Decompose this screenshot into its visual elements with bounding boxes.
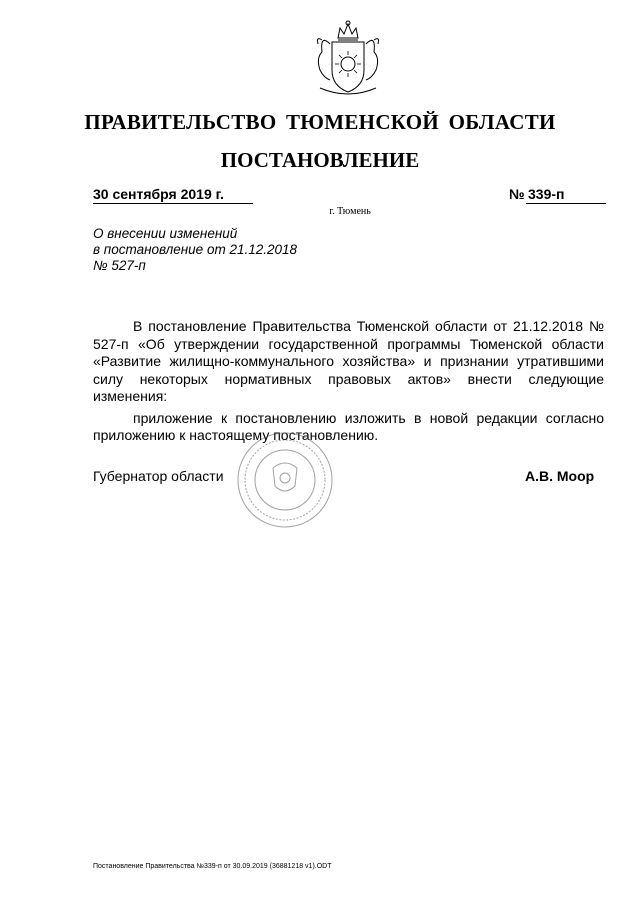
government-title: ПРАВИТЕЛЬСТВО ТЮМЕНСКОЙ ОБЛАСТИ bbox=[84, 110, 556, 134]
document-body bbox=[93, 318, 604, 445]
document-number: 339-п bbox=[526, 186, 606, 204]
subject-line: О внесении изменений bbox=[93, 226, 238, 241]
subject-block bbox=[93, 226, 297, 274]
subject-line: в постановление от 21.12.2018 bbox=[93, 242, 298, 257]
signer-name: А.В. Моор bbox=[525, 468, 595, 484]
footer-filename: Постановление Правительства №339-п от 30.09.2019 (36881218 v1).ODT bbox=[93, 863, 332, 870]
body-paragraph: приложение к постановлению изложить в новой редакции согласно приложению к настоящему постановлению. bbox=[93, 409, 604, 443]
number-label: № bbox=[509, 186, 525, 202]
official-seal-icon bbox=[235, 430, 335, 530]
signer-title: Губернатор области bbox=[93, 468, 224, 484]
document-type: ПОСТАНОВЛЕНИЕ bbox=[220, 148, 420, 172]
document-date: 30 сентября 2019 г. bbox=[93, 186, 253, 204]
subject-line: № 527-п bbox=[93, 258, 146, 273]
body-paragraph: В постановление Правительства Тюменской области от 21.12.2018 № 527-п «Об утверждении государственной программы Тюменской области «Развитие жилищно-коммунального хозяйства» и признании утратившими силу некоторых нормативных правовых актов» внести следующие изменения: bbox=[93, 318, 604, 404]
coat-of-arms-icon bbox=[302, 18, 394, 100]
city: г. Тюмень bbox=[329, 206, 371, 217]
